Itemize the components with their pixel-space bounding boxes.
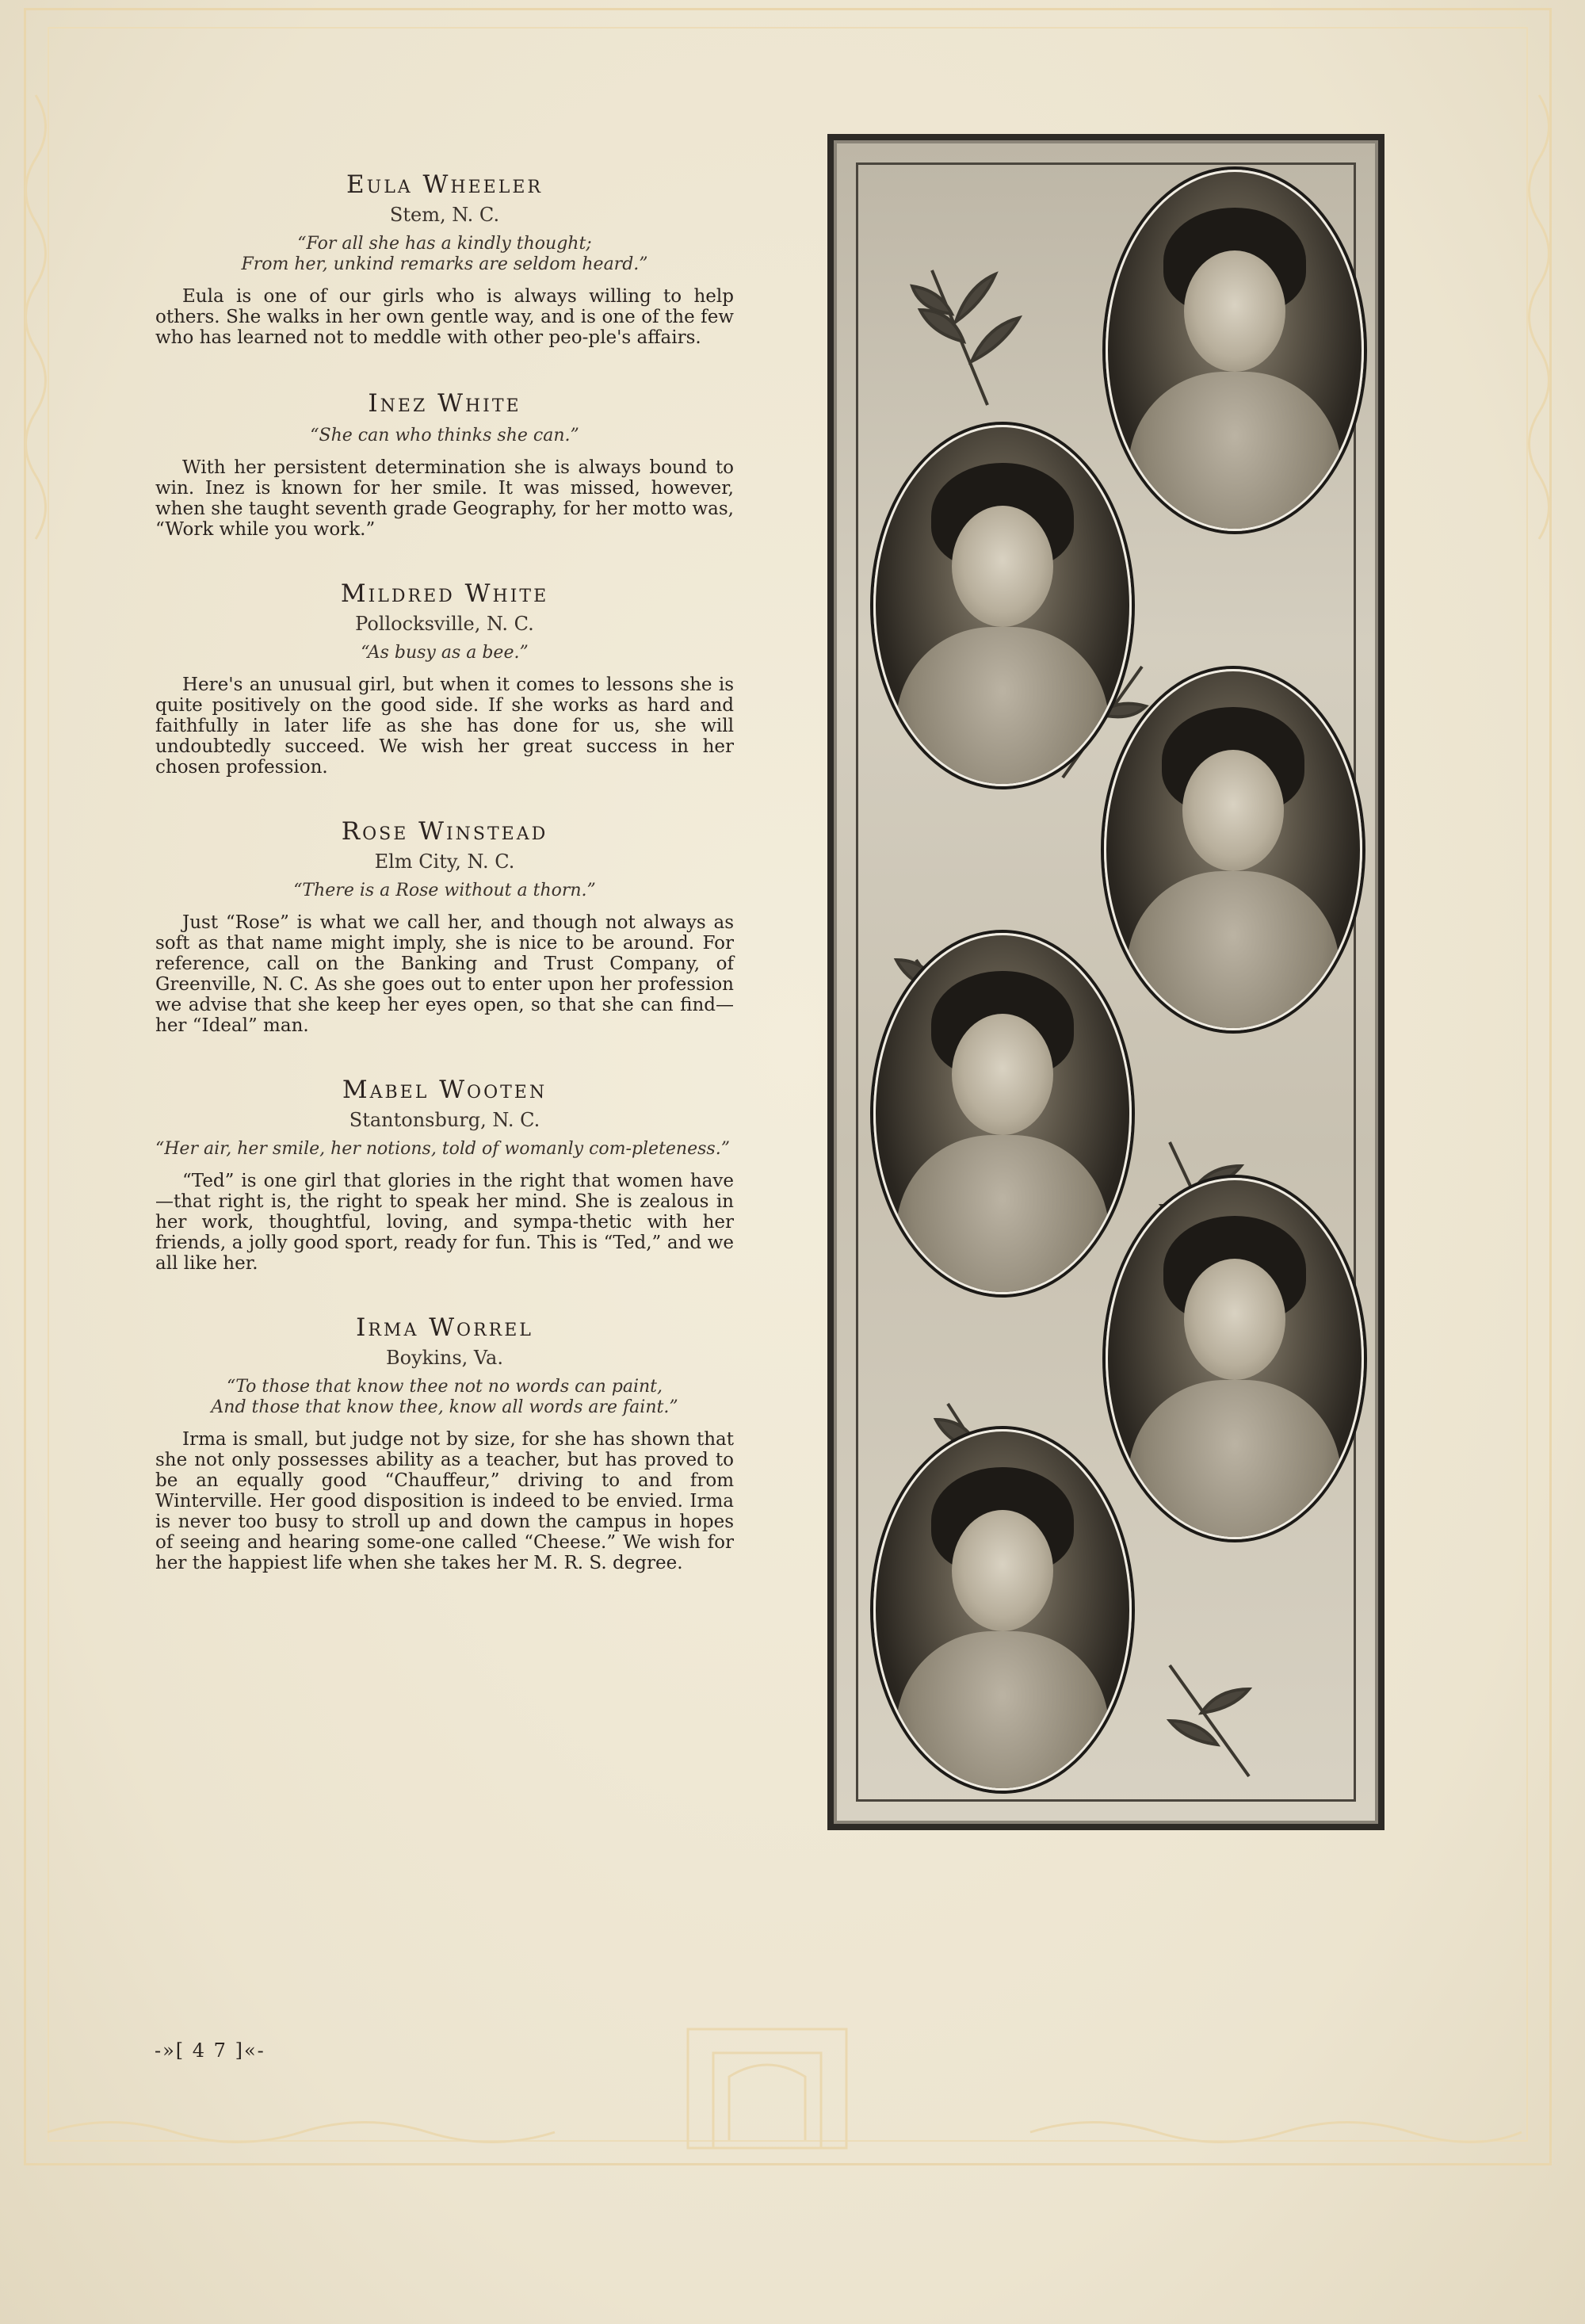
student-name: Mabel Wooten (342, 1076, 548, 1104)
student-name: Mildred White (340, 579, 549, 608)
entry-irma-worrel (155, 1313, 734, 1573)
entry-mildred-white (155, 579, 734, 778)
student-quote: “For all she has a kindly thought; From her, unkind remarks are seldom heard.” (241, 234, 648, 274)
portrait-body (896, 1135, 1110, 1294)
portrait-panel-frame (834, 140, 1378, 1824)
student-quote: “To those that know thee not no words can paint, And those that know thee, know all words are faint.” (211, 1377, 678, 1417)
portrait-rose-winstead (873, 933, 1132, 1294)
student-bio: With her persistent determination she is always bound to win. Inez is known for her smile. It was missed, however, when she taught seventh grade Geography, for her motto was, “Work while you work.” (155, 457, 734, 540)
portrait-body (896, 1631, 1110, 1791)
portrait-face (952, 1014, 1053, 1135)
portrait-inez-white (873, 425, 1132, 786)
student-name: Eula Wheeler (346, 170, 543, 199)
student-location: Pollocksville, N. C. (355, 613, 534, 635)
portrait-face (952, 506, 1053, 627)
portrait-face (1184, 1259, 1285, 1380)
student-bio: Just “Rose” is what we call her, and though not always as soft as that name might imply, she is nice to be around. For reference, call on the Banking and Trust Company, of Greenville, N. C. As she goes out to enter upon her profession we advise that she keep her eyes open, so that she can find—her “Ideal” man. (155, 912, 734, 1036)
student-location: Elm City, N. C. (374, 850, 515, 873)
portrait-mildred-white (1104, 669, 1362, 1030)
portrait-body (1129, 1380, 1342, 1539)
student-name: Irma Worrel (356, 1313, 533, 1342)
student-location: Boykins, Va. (386, 1347, 503, 1369)
portrait-face (1184, 250, 1285, 372)
student-bio: Irma is small, but judge not by size, for she has shown that she not only possesses ability as a teacher, but has proved to be an equally good “Chauffeur,” driving to and from Winterville. Her good disposition is indeed to be envied. Irma is never too busy to stroll up and down the campus in hopes of seeing and hearing some-one called “Cheese.” We wish for her the happiest life when she takes her M. R. S. degree. (155, 1429, 734, 1573)
portrait-body (896, 627, 1110, 786)
student-bio: Eula is one of our girls who is always willing to help others. She walks in her own gentle way, and is one of the few who has learned not to meddle with other peo-ple's affairs. (155, 286, 734, 348)
portrait-face (952, 1510, 1053, 1631)
student-location: Stantonsburg, N. C. (349, 1109, 540, 1131)
entry-rose-winstead (155, 817, 734, 1036)
student-location: Stem, N. C. (389, 204, 500, 226)
student-quote: “Her air, her smile, her notions, told of womanly com-pleteness.” (155, 1139, 730, 1159)
entry-inez-white (155, 389, 734, 540)
portrait-eula-wheeler (1106, 170, 1364, 531)
portrait-mabel-wooten (1106, 1178, 1364, 1539)
entry-eula-wheeler (155, 170, 734, 348)
portrait-body (1127, 871, 1340, 1030)
student-name: Rose Winstead (341, 817, 548, 846)
page-number: -»[ 4 7 ]«- (155, 2039, 265, 2062)
student-bio: Here's an unusual girl, but when it comes to lessons she is quite positively on the good side. If she works as hard and faithfully in later life as she has done for us, she will undoubtedly succeed. We wish her great success in her chosen profession. (155, 675, 734, 778)
entry-mabel-wooten (155, 1076, 734, 1274)
student-name: Inez White (368, 389, 521, 418)
student-quote: “There is a Rose without a thorn.” (293, 881, 596, 900)
student-quote: “She can who thinks she can.” (310, 426, 579, 445)
student-bio: “Ted” is one girl that glories in the right that women have—that right is, the right to speak her mind. She is zealous in her work, thoughtful, loving, and sympa-thetic with her friends, a jolly good sport, ready for fun. This is “Ted,” and we all like her. (155, 1171, 734, 1274)
student-quote: “As busy as a bee.” (361, 643, 529, 663)
portrait-panel (827, 134, 1384, 1830)
portrait-face (1182, 750, 1284, 871)
portrait-irma-worrel (873, 1429, 1132, 1791)
portrait-body (1129, 372, 1342, 531)
biography-column (155, 170, 734, 1573)
